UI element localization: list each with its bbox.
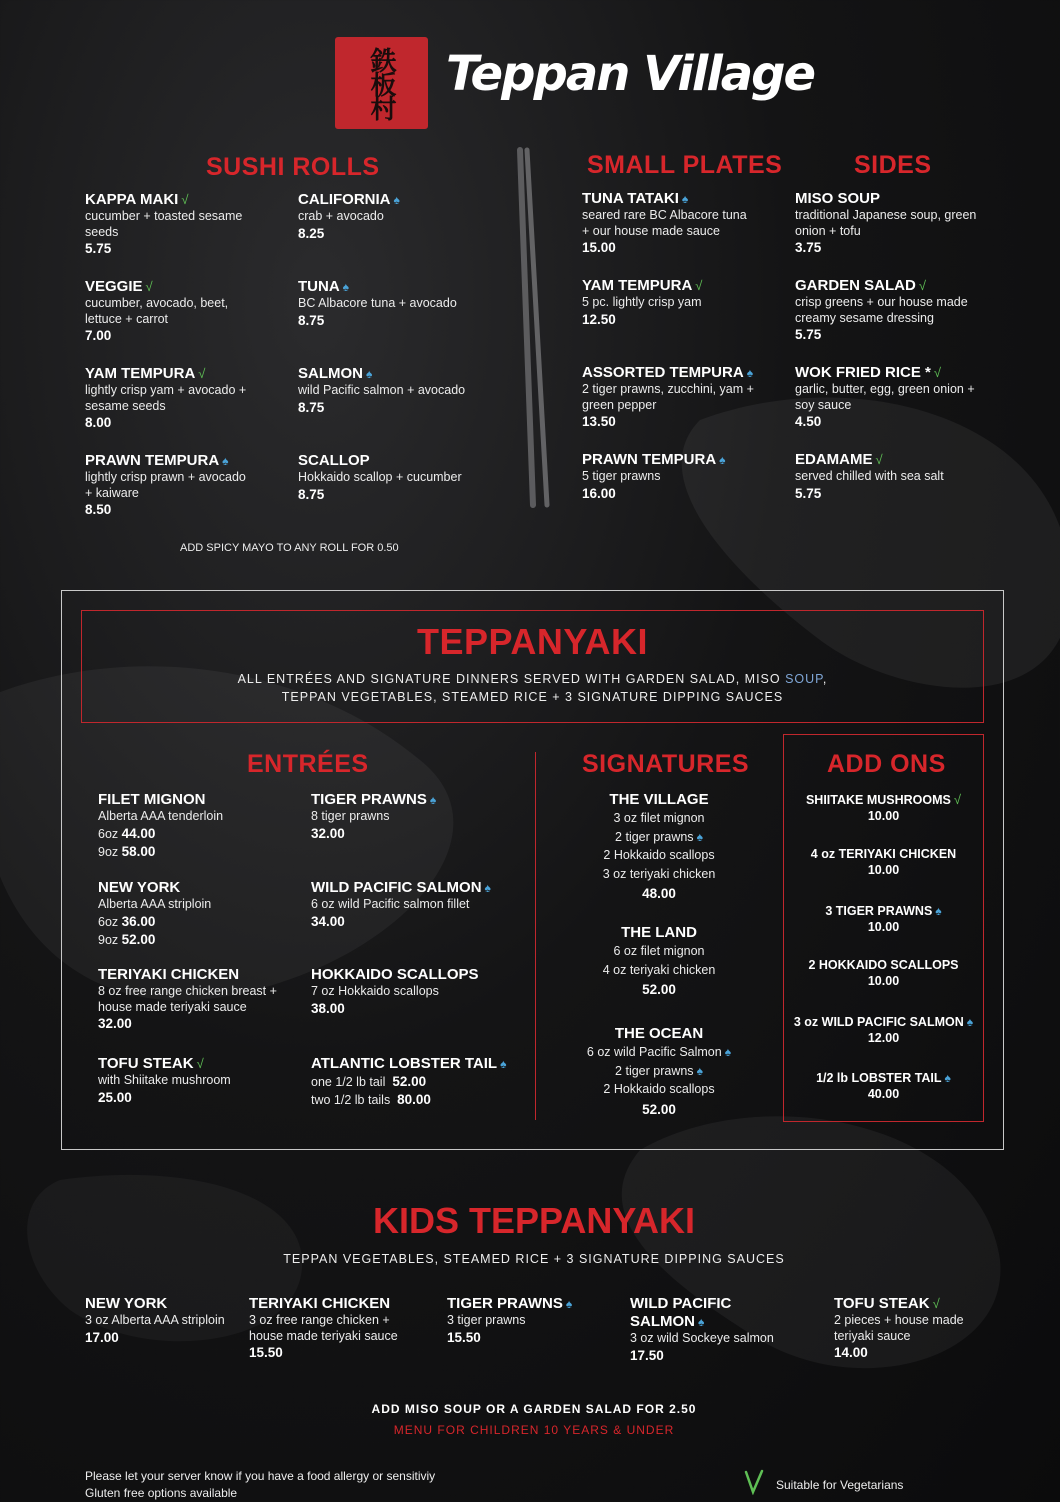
item-price: 10.00 (867, 974, 900, 988)
item-description: lightly crisp prawn + avocado + kaiware (85, 470, 246, 500)
seafood-icon: ♠ (366, 367, 373, 381)
size-label: 9oz (98, 844, 122, 859)
seafood-icon: ♠ (696, 1063, 703, 1078)
small-plates-title: SMALL PLATES (587, 151, 783, 179)
logo-wordmark: Teppan Village (446, 46, 815, 102)
item-name-text: PRAWN TEMPURA (85, 452, 220, 469)
item-description: seared rare BC Albacore tuna + our house made sauce (582, 208, 747, 238)
item-description: 3 tiger prawns (447, 1313, 526, 1327)
sides-title: SIDES (854, 151, 932, 179)
logo-seal-text: 鉄板村 (366, 47, 396, 119)
item-name (582, 364, 757, 382)
small-plates-item (582, 277, 757, 329)
item-name (85, 452, 250, 470)
seafood-icon: ♠ (935, 904, 942, 918)
item-name (311, 791, 516, 809)
signature-component (559, 961, 759, 980)
vegetarian-icon: √ (933, 365, 941, 380)
item-name: THE VILLAGE (609, 791, 709, 808)
item-name (834, 1295, 994, 1313)
item-name (784, 957, 983, 973)
item-price: 16.00 (582, 485, 616, 501)
vegetarian-legend-icon (742, 1469, 764, 1495)
sushi-roll-item (298, 452, 498, 504)
item-price: 13.50 (582, 414, 616, 429)
signature-component (559, 1080, 759, 1099)
item-description: with Shiitake mushroom (98, 1073, 231, 1087)
kids-add-note: ADD MISO SOUP OR A GARDEN SALAD FOR 2.50 (371, 1402, 697, 1416)
component-text: 3 oz filet mignon (613, 811, 705, 825)
item-price: 15.50 (249, 1345, 283, 1360)
size-price: 52.00 (121, 931, 156, 947)
size-price: 36.00 (121, 913, 156, 929)
item-price: 25.00 (98, 1089, 132, 1105)
add-on-item (784, 792, 983, 824)
item-name (98, 791, 283, 809)
item-description: 5 pc. lightly crisp yam (582, 295, 702, 309)
item-price: 8.50 (85, 502, 112, 517)
kids-item (834, 1295, 994, 1362)
item-name-text: ASSORTED TEMPURA (582, 364, 744, 381)
sushi-roll-item (85, 278, 250, 345)
item-price: 5.75 (85, 241, 112, 256)
item-price: 10.00 (867, 920, 900, 934)
sushi-rolls-title: SUSHI ROLLS (206, 153, 380, 181)
item-price: 5.75 (795, 485, 822, 501)
kids-item (249, 1295, 424, 1362)
signature-component (559, 1062, 759, 1081)
component-text: 3 oz teriyaki chicken (602, 866, 716, 881)
item-name (582, 451, 757, 469)
size-option (98, 825, 283, 843)
item-description: 5 tiger prawns (582, 469, 661, 483)
seafood-icon: ♠ (696, 829, 703, 844)
item-price: 40.00 (867, 1087, 900, 1101)
item-description: 2 tiger prawns, zucchini, yam + green pepper (582, 382, 754, 412)
sushi-roll-item (298, 365, 498, 417)
kids-title: KIDS TEPPANYAKI (372, 1200, 696, 1241)
item-name-text: 2 HOKKAIDO SCALLOPS (808, 958, 959, 972)
item-name (311, 1055, 516, 1073)
size-label: two 1/2 lb tails (311, 1093, 398, 1107)
item-description: BC Albacore tuna + avocado (298, 296, 457, 310)
item-description: 8 tiger prawns (311, 809, 390, 823)
entree-item (98, 791, 283, 861)
add-on-item (784, 1070, 983, 1102)
item-name (98, 1055, 283, 1073)
item-name-text: SCALLOP (298, 452, 370, 469)
item-price: 14.00 (834, 1345, 868, 1360)
vegetarian-icon: √ (875, 452, 883, 467)
item-name (447, 1295, 607, 1313)
item-name-text: YAM TEMPURA (582, 277, 693, 294)
component-text: 2 tiger prawns (615, 1063, 694, 1078)
size-option (98, 843, 283, 861)
item-description: wild Pacific salmon + avocado (298, 383, 466, 397)
item-name (98, 966, 283, 984)
item-name (85, 365, 250, 383)
item-price: 10.00 (867, 863, 900, 877)
item-price: 15.00 (582, 240, 616, 255)
component-text: 2 Hokkaido scallops (603, 848, 715, 862)
component-text: 2 Hokkaido scallops (603, 1082, 715, 1096)
item-name (784, 846, 983, 862)
item-description: 3 oz free range chicken + house made teriyaki sauce (249, 1313, 398, 1343)
item-name-text: MISO SOUP (795, 190, 881, 207)
size-option (311, 1073, 516, 1091)
item-name (784, 903, 983, 919)
vegetarian-icon: √ (181, 192, 189, 207)
spicy-mayo-note: ADD SPICY MAYO TO ANY ROLL FOR 0.50 (180, 542, 399, 554)
item-name (784, 792, 983, 808)
seafood-icon: ♠ (681, 192, 689, 206)
item-price: 32.00 (98, 1016, 132, 1031)
size-option (98, 913, 283, 931)
item-name (298, 278, 498, 296)
size-label: 6oz (98, 826, 122, 841)
logo-seal (335, 37, 428, 129)
item-price: 10.00 (867, 809, 900, 823)
item-description: served chilled with sea salt (795, 469, 944, 483)
sides-item (795, 451, 990, 503)
item-name (582, 277, 757, 295)
signature-item (559, 1025, 759, 1119)
vegetarian-icon: √ (695, 278, 703, 293)
seafood-icon: ♠ (698, 1315, 705, 1329)
add-on-item (784, 957, 983, 989)
item-price: 8.75 (298, 312, 325, 328)
item-name-text: TERIYAKI CHICKEN (249, 1295, 391, 1312)
item-name (630, 1295, 740, 1331)
signature-component (559, 1043, 759, 1062)
item-name-text: SHIITAKE MUSHROOMS (805, 793, 951, 807)
item-name-text: 3 TIGER PRAWNS (825, 904, 933, 918)
add-on-item (784, 1014, 983, 1046)
size-price: 44.00 (121, 825, 156, 841)
entrees-title: ENTRÉES (247, 750, 369, 778)
sides-item (795, 364, 990, 431)
item-description: Alberta AAA tenderloin (98, 809, 224, 823)
item-price: 12.00 (867, 1031, 900, 1045)
sushi-roll-item (85, 452, 250, 519)
entree-item (311, 791, 516, 843)
item-name-text: TOFU STEAK (98, 1055, 194, 1072)
teppanyaki-title: TEPPANYAKI (416, 621, 649, 662)
small-plates-item (582, 364, 757, 431)
item-name (795, 190, 990, 208)
vegetarian-icon: √ (198, 366, 206, 381)
sushi-roll-item (85, 365, 250, 432)
item-name-text: TIGER PRAWNS (311, 791, 427, 808)
add-ons-title: ADD ONS (827, 750, 946, 778)
seafood-icon: ♠ (500, 1057, 507, 1071)
gluten-note: Gluten free options available (85, 1486, 238, 1500)
item-name-text: NEW YORK (85, 1295, 168, 1312)
item-name-text: TOFU STEAK (834, 1295, 930, 1312)
seafood-icon: ♠ (393, 193, 400, 207)
small-plates-item (582, 451, 757, 503)
item-price: 8.75 (298, 486, 325, 502)
item-name (298, 365, 498, 383)
item-price: 38.00 (311, 1000, 345, 1016)
vegetarian-icon: √ (196, 1056, 204, 1071)
item-description: traditional Japanese soup, green onion + tofu (795, 208, 977, 238)
item-name-text: TUNA TATAKI (582, 190, 679, 207)
item-price: 8.25 (298, 225, 325, 241)
vegetarian-legend-label: Suitable for Vegetarians (776, 1478, 904, 1492)
seafood-icon: ♠ (719, 453, 726, 467)
signature-component (559, 809, 759, 828)
item-name-text: ATLANTIC LOBSTER TAIL (311, 1055, 498, 1072)
seafood-icon: ♠ (342, 280, 350, 294)
vegetarian-icon: √ (145, 279, 153, 294)
seafood-icon: ♠ (222, 454, 229, 468)
item-price: 52.00 (642, 982, 676, 997)
seafood-icon: ♠ (429, 793, 437, 807)
item-name-text: TERIYAKI CHICKEN (98, 966, 240, 983)
item-name-text: KAPPA MAKI (85, 191, 179, 208)
size-option (98, 931, 283, 949)
vegetarian-icon: √ (918, 278, 926, 293)
component-text: 6 oz wild Pacific Salmon (586, 1045, 722, 1059)
item-name-text: NEW YORK (98, 879, 181, 896)
seafood-icon: ♠ (724, 1045, 732, 1059)
item-name: THE LAND (621, 924, 697, 941)
item-name-text: HOKKAIDO SCALLOPS (311, 966, 479, 983)
item-description: 7 oz Hokkaido scallops (311, 984, 439, 998)
item-name-text: WILD PACIFIC SALMON (311, 879, 482, 896)
item-price: 12.50 (582, 311, 616, 327)
item-description: Hokkaido scallop + cucumber (298, 470, 462, 484)
entree-item (98, 879, 283, 949)
item-name-text: YAM TEMPURA (85, 365, 196, 382)
component-text: 2 tiger prawns (615, 829, 694, 844)
sushi-roll-item (298, 278, 498, 330)
size-option (311, 1091, 516, 1109)
item-name (582, 190, 757, 208)
item-name-text: GARDEN SALAD (795, 277, 916, 294)
teppanyaki-subtitle-a: ALL ENTRÉES AND SIGNATURE DINNERS SERVED WITH GARDEN SALAD, MISO (237, 672, 786, 686)
item-description: 3 oz Alberta AAA striploin (85, 1313, 225, 1327)
signature-component (559, 942, 759, 961)
teppanyaki-subtitle-line2: TEPPAN VEGETABLES, STEAMED RICE + 3 SIGNATURE DIPPING SAUCES (281, 690, 784, 704)
item-description: crab + avocado (298, 209, 384, 223)
item-price: 17.50 (630, 1347, 664, 1363)
teppanyaki-subtitle-c: , (822, 672, 828, 686)
item-name-text: PRAWN TEMPURA (582, 451, 717, 468)
item-name-text: FILET MIGNON (98, 791, 206, 808)
seafood-icon: ♠ (944, 1071, 951, 1085)
size-price: 52.00 (392, 1074, 427, 1089)
seafood-icon: ♠ (966, 1015, 974, 1029)
teppanyaki-subtitle-line1 (81, 672, 984, 686)
entree-item (311, 879, 516, 931)
kids-subtitle: TEPPAN VEGETABLES, STEAMED RICE + 3 SIGNATURE DIPPING SAUCES (283, 1252, 785, 1266)
item-name (795, 364, 990, 382)
signature-component (559, 865, 759, 884)
item-description: cucumber + toasted sesame seeds (85, 209, 243, 239)
item-description: lightly crisp yam + avocado + sesame seeds (85, 383, 247, 413)
item-price: 17.00 (85, 1329, 119, 1345)
size-label: 6oz (98, 914, 122, 929)
item-description: 6 oz wild Pacific salmon fillet (311, 897, 470, 911)
item-name (249, 1295, 424, 1313)
item-description: 8 oz free range chicken breast + house made teriyaki sauce (98, 984, 277, 1014)
vegetarian-icon: √ (932, 1296, 940, 1311)
sides-item (795, 277, 990, 344)
item-name-text: TUNA (298, 278, 340, 295)
item-price: 8.75 (298, 399, 325, 415)
item-name-text: SALMON (298, 365, 363, 382)
item-name: THE OCEAN (614, 1025, 704, 1042)
item-price: 32.00 (311, 825, 345, 841)
item-name-text: CALIFORNIA (298, 191, 391, 208)
sushi-roll-item (85, 191, 250, 258)
size-price: 80.00 (397, 1092, 431, 1107)
add-on-item (784, 903, 983, 935)
item-name (795, 277, 990, 295)
kids-item (630, 1295, 790, 1365)
item-price: 8.00 (85, 415, 112, 430)
item-price: 7.00 (85, 328, 112, 343)
sides-item (795, 190, 990, 257)
item-description: garlic, butter, egg, green onion + soy sauce (795, 382, 975, 412)
item-name (311, 966, 516, 984)
kids-age-note: MENU FOR CHILDREN 10 YEARS & UNDER (393, 1423, 675, 1437)
item-name (298, 452, 498, 470)
item-price: 5.75 (795, 327, 822, 342)
item-price: 15.50 (447, 1329, 481, 1345)
item-price: 3.75 (795, 240, 822, 255)
item-name (311, 879, 516, 897)
teppanyaki-subtitle-soup: SOUP (785, 672, 823, 686)
component-text: 4 oz teriyaki chicken (602, 962, 716, 977)
item-name-text: WOK FRIED RICE * (795, 364, 931, 381)
kids-item (447, 1295, 607, 1347)
column-divider (535, 752, 536, 1120)
item-name-text: VEGGIE (85, 278, 143, 295)
signatures-title: SIGNATURES (582, 750, 750, 778)
entree-item (98, 966, 283, 1033)
item-name-text: 1/2 lb LOBSTER TAIL (816, 1071, 942, 1085)
size-label: 9oz (98, 932, 122, 947)
item-description: 3 oz wild Sockeye salmon (630, 1331, 774, 1345)
size-label: one 1/2 lb tail (311, 1075, 393, 1089)
item-name-text: 3 oz WILD PACIFIC SALMON (793, 1015, 964, 1029)
item-name (784, 1014, 983, 1030)
small-plates-item (582, 190, 757, 257)
entree-item (311, 1055, 516, 1109)
entree-item (311, 966, 516, 1018)
size-price: 58.00 (121, 843, 156, 859)
component-text: 6 oz filet mignon (613, 944, 705, 958)
signature-item (559, 791, 759, 903)
item-name-text: TIGER PRAWNS (447, 1295, 563, 1312)
item-name (98, 879, 283, 897)
item-name (784, 1070, 983, 1086)
add-on-item (784, 846, 983, 878)
seafood-icon: ♠ (746, 366, 754, 380)
signature-component (559, 846, 759, 865)
item-name-text: EDAMAME (795, 451, 873, 468)
item-price: 34.00 (311, 913, 345, 929)
item-description: crisp greens + our house made creamy sesame dressing (795, 295, 968, 325)
allergy-note: Please let your server know if you have a food allergy or sensitiviy (85, 1469, 436, 1483)
vegetarian-icon: √ (953, 792, 962, 807)
item-name (85, 191, 250, 209)
entree-item (98, 1055, 283, 1107)
kids-item (85, 1295, 225, 1347)
item-name (85, 1295, 225, 1313)
item-price: 48.00 (642, 886, 676, 901)
signature-item (559, 924, 759, 999)
item-name-text: 4 oz TERIYAKI CHICKEN (810, 847, 957, 861)
item-name (85, 278, 250, 296)
item-description: cucumber, avocado, beet, lettuce + carrot (85, 296, 229, 326)
signature-component (559, 828, 759, 847)
seafood-icon: ♠ (565, 1297, 573, 1311)
item-name (298, 191, 498, 209)
sushi-roll-item (298, 191, 498, 243)
item-description: Alberta AAA striploin (98, 897, 212, 911)
item-name (795, 451, 990, 469)
item-description: 2 pieces + house made teriyaki sauce (834, 1313, 964, 1343)
seafood-icon: ♠ (484, 881, 491, 895)
item-price: 52.00 (642, 1101, 676, 1117)
item-name-text: WILD PACIFIC SALMON (630, 1295, 732, 1330)
item-price: 4.50 (795, 414, 822, 429)
